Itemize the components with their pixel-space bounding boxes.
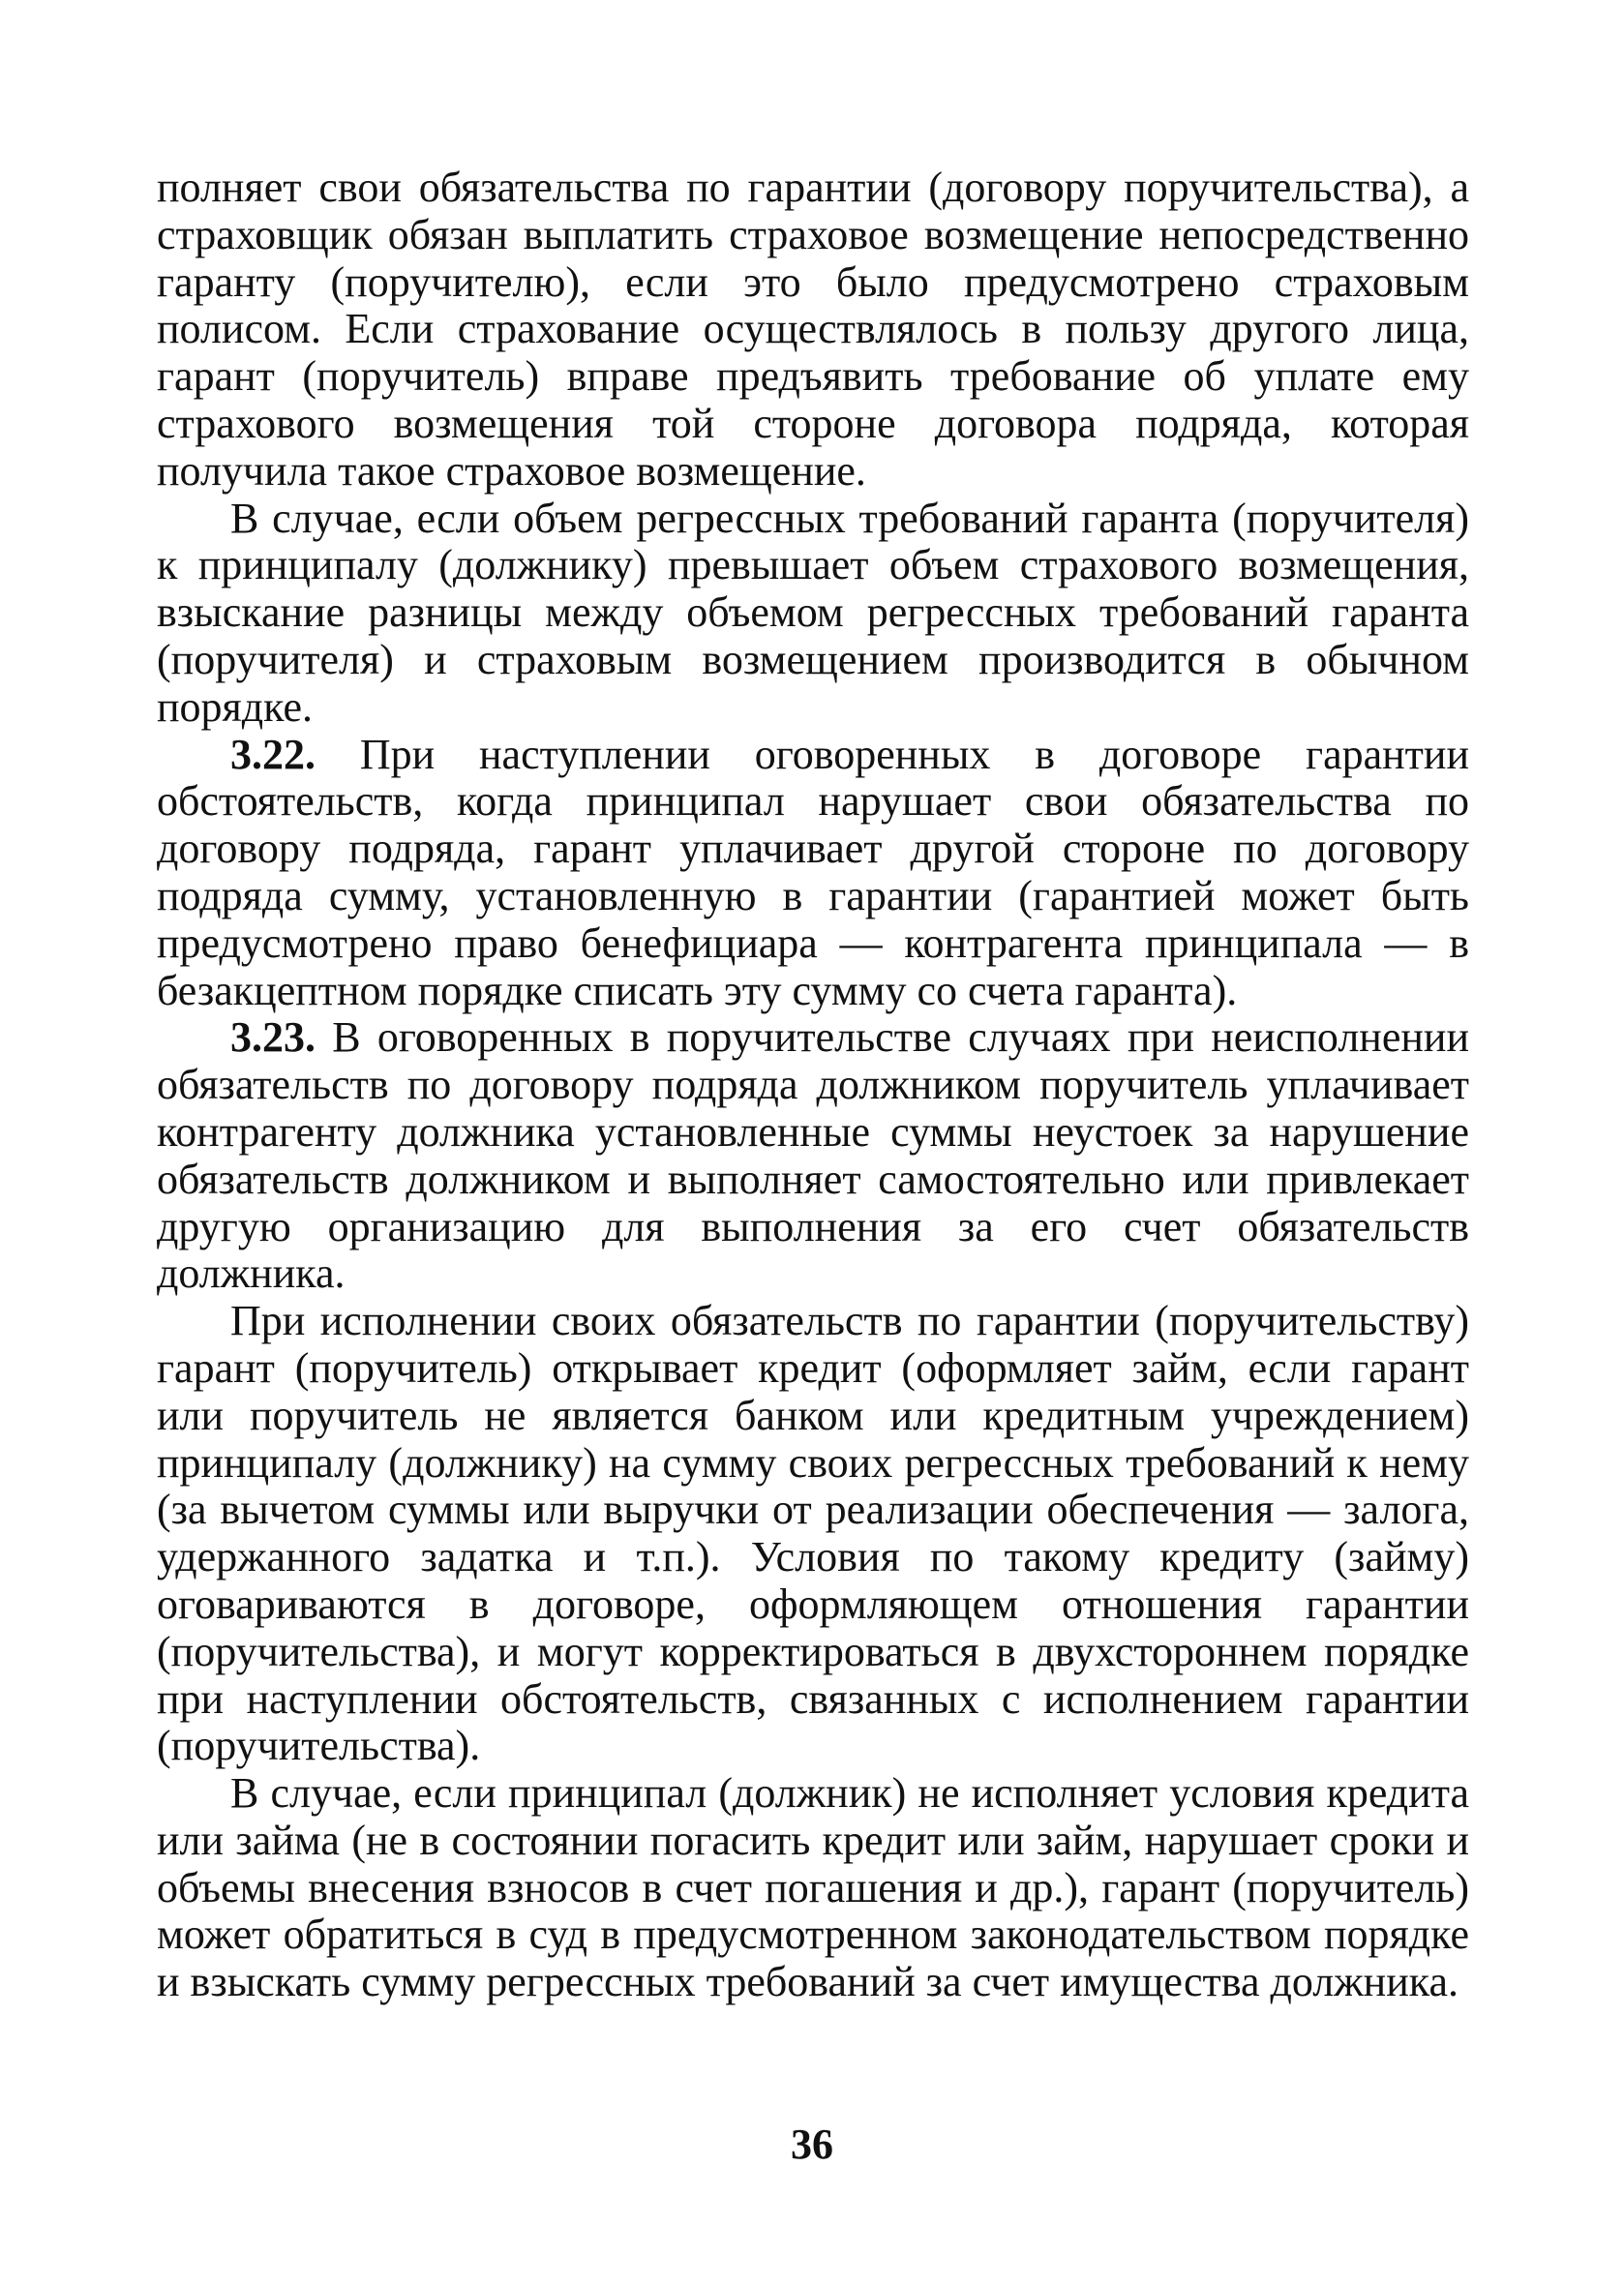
paragraph-3-22	[157, 732, 1469, 1015]
paragraph-text: полняет свои обязательства по гарантии (договору поручительства), а страховщик обязан выплатить страховое возмещение непосредственно гаранту (поручителю), если это было предусмотрено страховым полисом. Если страхование осуществлялось в пользу другого лица, гарант (поручитель) вправе предъявить требование об уплате ему страхового возмещения той стороне договора подряда, которая получила такое страховое возмещение.	[157, 164, 1469, 495]
paragraph-text: При наступлении оговоренных в договоре гарантии обстоятельств, когда принципал нарушает свои обязательства по договору подряда, гарант уплачивает другой стороне по договору подряда сумму, установленную в гарантии (гарантией может быть предусмотрено право бенефициара — контрагента принципала — в безакцептном порядке списать эту сумму со счета гаранта).	[157, 730, 1469, 1014]
paragraph-3-23	[157, 1014, 1469, 1298]
paragraph-continuation	[157, 165, 1469, 496]
paragraph-text: В оговоренных в поручительстве случаях при неисполнении обязательств по договору подряда должником поручитель уплачивает контрагенту должника установленные суммы неустоек за нарушение обязательств должником и выполняет самостоятельно или привлекает другую организацию для выполнения за его счет обязательств должника.	[157, 1013, 1469, 1298]
paragraph-text: При исполнении своих обязательств по гарантии (поручительству) гарант (поручитель) открывает кредит (оформляет займ, если гарант или поручитель не является банком или кредитным учреждением) принципалу (должнику) на сумму своих регрессных требований к нему (за вычетом суммы или выручки от реализации обеспечения — залога, удержанного задатка и т.п.). Условия по такому кредиту (займу) оговариваются в договоре, оформляющем отношения гарантии (поручительства), и могут корректироваться в двухстороннем порядке при наступлении обстоятельств, связанных с исполнением гарантии (поручительства).	[157, 1297, 1469, 1770]
paragraph-text: В случае, если принципал (должник) не исполняет условия кредита или займа (не в состоянии погасить кредит или займ, нарушает сроки и объемы внесения взносов в счет погашения и др.), гарант (поручитель) может обратиться в суд в предусмотренном законодательством порядке и взыскать сумму регрессных требований за счет имущества должника.	[157, 1769, 1469, 2006]
page-number: 36	[791, 2121, 833, 2168]
paragraph-credit	[157, 1298, 1469, 1770]
paragraph-regress-excess	[157, 496, 1469, 732]
page-body	[157, 165, 1469, 2006]
paragraph-court	[157, 1770, 1469, 2006]
paragraph-text: В случае, если объем регрессных требований гаранта (поручителя) к принципалу (должнику) превышает объем страхового возмещения, взыскание разницы между объемом регрессных требований гаранта (поручителя) и страховым возмещением производится в обычном порядке.	[157, 494, 1469, 731]
section-number: 3.22.	[230, 730, 316, 778]
section-number: 3.23.	[230, 1013, 316, 1062]
